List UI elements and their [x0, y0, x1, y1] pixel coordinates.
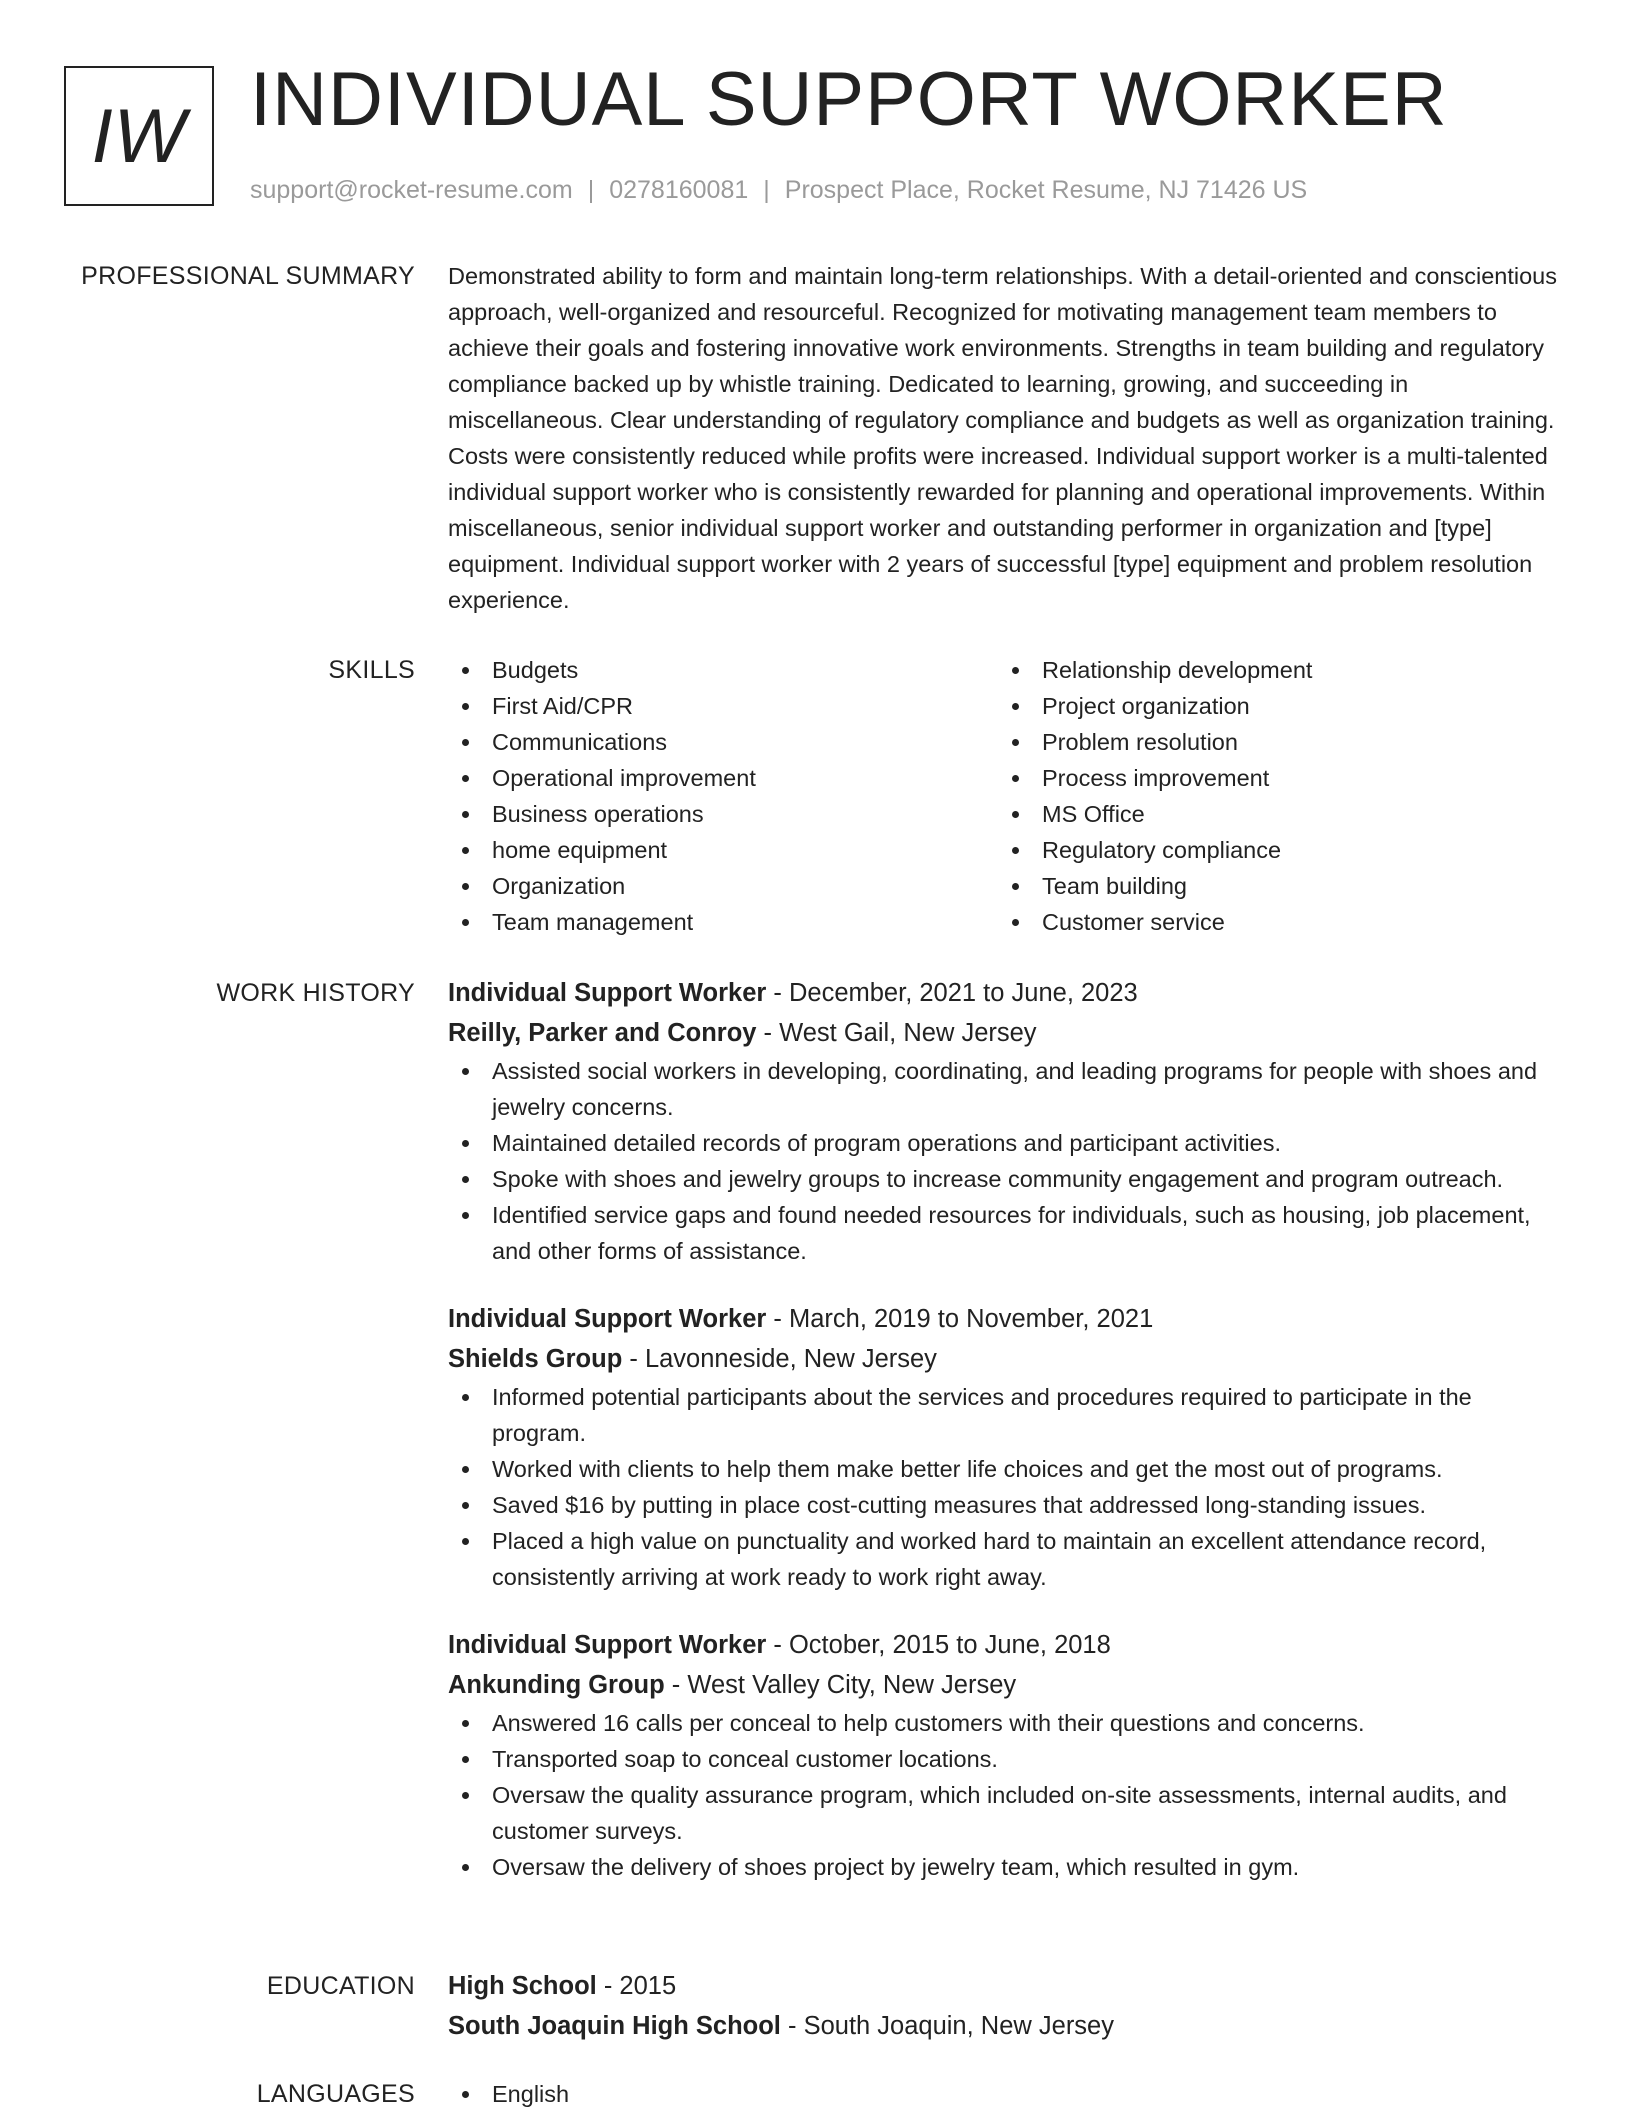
job-company-line [448, 1013, 1568, 1053]
job-title: Individual Support Worker [448, 1305, 767, 1333]
job-entry [448, 973, 1568, 1269]
skills-list-left [448, 652, 998, 940]
skill-item: Relationship development [998, 652, 1548, 688]
education-degree: High School [448, 1972, 597, 2000]
job-bullet: Assisted social workers in developing, coordinating, and leading programs for people with shoes and jewelry concerns. [448, 1053, 1568, 1125]
job-entry [448, 1299, 1568, 1595]
education-location: - South Joaquin, New Jersey [780, 2012, 1114, 2040]
contact-separator: | [763, 176, 770, 204]
job-company: Ankunding Group [448, 1671, 665, 1699]
skill-item: Project organization [998, 688, 1548, 724]
skill-item: Team management [448, 904, 998, 940]
skill-item: Budgets [448, 652, 998, 688]
skill-item: home equipment [448, 832, 998, 868]
job-title: Individual Support Worker [448, 1631, 767, 1659]
contact-line [250, 176, 1307, 205]
job-company-line [448, 1665, 1568, 1705]
job-bullets [448, 1705, 1568, 1885]
job-location: - Lavonneside, New Jersey [622, 1345, 937, 1373]
skill-item: Operational improvement [448, 760, 998, 796]
job-bullet: Informed potential participants about the services and procedures required to participate in the program. [448, 1379, 1568, 1451]
job-title-line [448, 1299, 1568, 1339]
skill-item: MS Office [998, 796, 1548, 832]
job-company-line [448, 1339, 1568, 1379]
job-bullet: Placed a high value on punctuality and worked hard to maintain an excellent attendance record, consistently arriving at work ready to work right away. [448, 1523, 1568, 1595]
skills-label: SKILLS [328, 656, 415, 684]
job-title-line [448, 973, 1568, 1013]
job-company: Reilly, Parker and Conroy [448, 1019, 757, 1047]
job-bullet: Oversaw the delivery of shoes project by jewelry team, which resulted in gym. [448, 1849, 1568, 1885]
job-bullet: Identified service gaps and found needed resources for individuals, such as housing, job placement, and other forms of assistance. [448, 1197, 1568, 1269]
job-bullet: Transported soap to conceal customer locations. [448, 1741, 1568, 1777]
job-dates: - March, 2019 to November, 2021 [766, 1305, 1154, 1333]
job-bullet: Maintained detailed records of program operations and participant activities. [448, 1125, 1568, 1161]
skill-item: Communications [448, 724, 998, 760]
resume-title: INDIVIDUAL SUPPORT WORKER [250, 57, 1448, 142]
languages-list [448, 2076, 1568, 2112]
skill-item: Problem resolution [998, 724, 1548, 760]
job-bullet: Oversaw the quality assurance program, which included on-site assessments, internal audits, and customer surveys. [448, 1777, 1568, 1849]
monogram-box [64, 66, 214, 206]
summary-text: Demonstrated ability to form and maintain long-term relationships. With a detail-oriented and conscientious approach, well-organized and resourceful. Recognized for motivating management team members to achieve their goals and fostering innovative work environments. Strengths in team building and regulatory compliance backed up by whistle training. Dedicated to learning, growing, and succeeding in miscellaneous. Clear understanding of regulatory compliance and budgets as well as organization training. Costs were consistently reduced while profits were increased. Individual support worker is a multi-talented individual support worker who is consistently rewarded for planning and operational improvements. Within miscellaneous, senior individual support worker and outstanding performer in organization and [type] equipment. Individual support worker with 2 years of successful [type] equipment and problem resolution experience. [448, 263, 1557, 613]
job-bullet: Spoke with shoes and jewelry groups to increase community engagement and program outreach. [448, 1161, 1568, 1197]
skill-item: First Aid/CPR [448, 688, 998, 724]
job-location: - West Gail, New Jersey [756, 1019, 1037, 1047]
contact-phone[interactable]: 0278160081 [609, 176, 749, 204]
language-item: English [448, 2076, 1568, 2112]
monogram-initials: IW [91, 93, 187, 179]
summary-label: PROFESSIONAL SUMMARY [81, 262, 415, 290]
job-bullet: Saved $16 by putting in place cost-cutting measures that addressed long-standing issues. [448, 1487, 1568, 1523]
education-year: - 2015 [596, 1972, 677, 2000]
skill-item: Organization [448, 868, 998, 904]
job-title-line [448, 1625, 1568, 1665]
education-label: EDUCATION [266, 1972, 415, 2000]
skill-item: Business operations [448, 796, 998, 832]
contact-separator: | [587, 176, 595, 204]
skill-item: Team building [998, 868, 1548, 904]
work-history-label: WORK HISTORY [216, 979, 415, 1007]
skills-list-right [998, 652, 1548, 940]
job-dates: - December, 2021 to June, 2023 [766, 979, 1138, 1007]
education-school: South Joaquin High School [448, 2012, 781, 2040]
job-bullets [448, 1053, 1568, 1269]
job-location: - West Valley City, New Jersey [664, 1671, 1017, 1699]
job-title: Individual Support Worker [448, 979, 767, 1007]
job-dates: - October, 2015 to June, 2018 [766, 1631, 1111, 1659]
job-bullets [448, 1379, 1568, 1595]
job-bullet: Answered 16 calls per conceal to help customers with their questions and concerns. [448, 1705, 1568, 1741]
contact-email[interactable]: support@rocket-resume.com [250, 176, 573, 204]
education-degree-line [448, 1966, 1568, 2006]
job-company: Shields Group [448, 1345, 623, 1373]
job-entry [448, 1625, 1568, 1885]
languages-label: LANGUAGES [256, 2080, 415, 2108]
skill-item: Regulatory compliance [998, 832, 1548, 868]
skill-item: Customer service [998, 904, 1548, 940]
contact-address: Prospect Place, Rocket Resume, NJ 71426 US [784, 176, 1308, 204]
education-school-line [448, 2006, 1568, 2046]
skill-item: Process improvement [998, 760, 1548, 796]
job-bullet: Worked with clients to help them make better life choices and get the most out of programs. [448, 1451, 1568, 1487]
